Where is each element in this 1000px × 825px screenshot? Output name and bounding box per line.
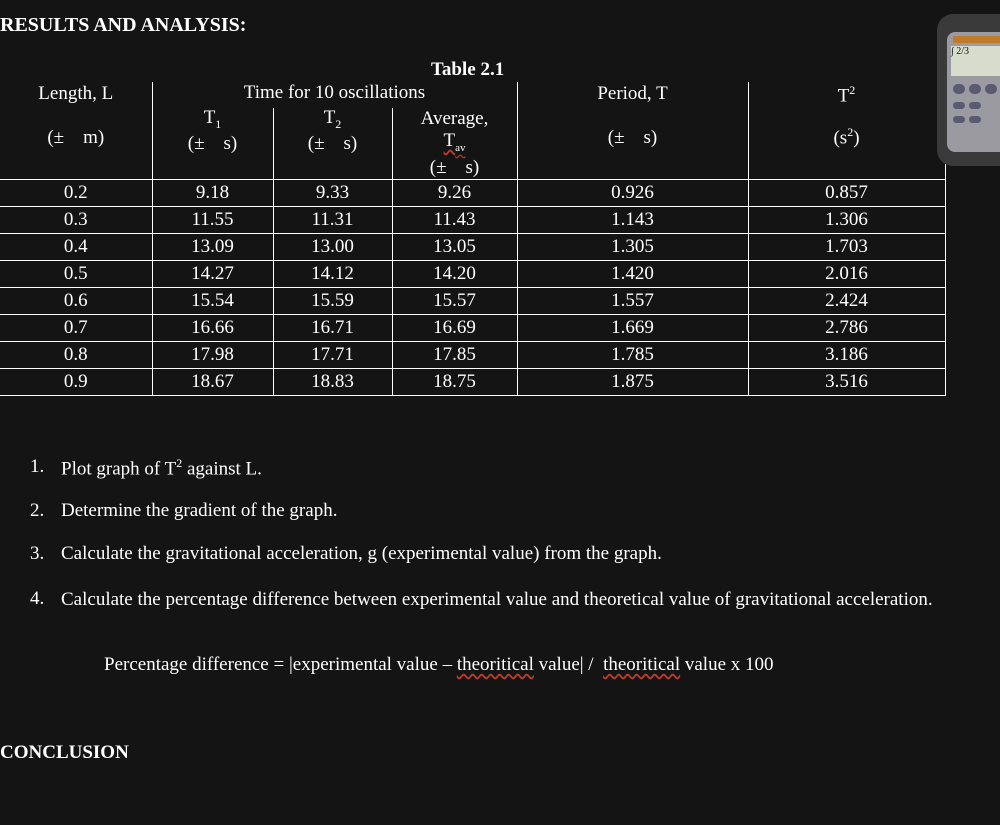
table-cell: 15.57 — [392, 287, 517, 314]
table-row — [0, 260, 945, 287]
table-cell: 0.6 — [0, 287, 152, 314]
header-average: Average, $T_{av}$ (± s) — [392, 108, 517, 179]
table-cell: 0.8 — [0, 341, 152, 368]
table-cell: 0.9 — [0, 368, 152, 395]
header-length: Length, L (± m) — [0, 82, 152, 179]
table-row — [0, 368, 945, 395]
table-row — [0, 233, 945, 260]
table-row — [0, 287, 945, 314]
table-cell: 17.71 — [273, 341, 392, 368]
table-cell: 0.4 — [0, 233, 152, 260]
table-cell: 11.43 — [392, 206, 517, 233]
header-t-squared: $T^2$ $(s^2)$ — [748, 82, 945, 179]
table-cell: 9.33 — [273, 179, 392, 206]
table-cell: 3.516 — [748, 368, 945, 395]
table-cell: 2.424 — [748, 287, 945, 314]
table-cell: 13.09 — [152, 233, 273, 260]
table-cell: 11.31 — [273, 206, 392, 233]
table-cell: 16.66 — [152, 314, 273, 341]
table-cell: 1.669 — [517, 314, 748, 341]
table-caption: Table 2.1 — [431, 59, 505, 80]
table-row — [0, 314, 945, 341]
results-heading: RESULTS AND ANALYSIS: — [0, 14, 247, 36]
formula: Percentage difference = |experimental value – theoritical value| / theoritical value x 100 — [104, 654, 774, 675]
table-cell: 0.7 — [0, 314, 152, 341]
table-cell: 0.857 — [748, 179, 945, 206]
table-cell: 16.69 — [392, 314, 517, 341]
table-cell: 3.186 — [748, 341, 945, 368]
table-row — [0, 179, 945, 206]
table-cell: 14.20 — [392, 260, 517, 287]
table-cell: 16.71 — [273, 314, 392, 341]
table-row — [0, 206, 945, 233]
calculator-app-icon[interactable]: ∫ 2/3 — [937, 14, 1000, 166]
table-cell: 1.305 — [517, 233, 748, 260]
table-cell: 18.67 — [152, 368, 273, 395]
table-cell: 0.3 — [0, 206, 152, 233]
conclusion-heading: CONCLUSION — [0, 742, 129, 763]
table-cell: 1.785 — [517, 341, 748, 368]
table-cell: 18.83 — [273, 368, 392, 395]
table-cell: 14.12 — [273, 260, 392, 287]
table-cell: 0.2 — [0, 179, 152, 206]
table-cell: 9.26 — [392, 179, 517, 206]
table-cell: 11.55 — [152, 206, 273, 233]
table-cell: 15.54 — [152, 287, 273, 314]
table-cell: 1.306 — [748, 206, 945, 233]
table-cell: 1.557 — [517, 287, 748, 314]
table-cell: 15.59 — [273, 287, 392, 314]
table-cell: 1.143 — [517, 206, 748, 233]
table-cell: 1.703 — [748, 233, 945, 260]
table-cell: 18.75 — [392, 368, 517, 395]
header-t1: $T_1$ (± s) — [152, 108, 273, 179]
table-cell: 0.926 — [517, 179, 748, 206]
table-cell: 13.00 — [273, 233, 392, 260]
table-row — [0, 341, 945, 368]
table-cell: 17.85 — [392, 341, 517, 368]
table-cell: 2.016 — [748, 260, 945, 287]
table-cell: 14.27 — [152, 260, 273, 287]
table-cell: 0.5 — [0, 260, 152, 287]
results-table — [0, 82, 946, 396]
table-cell: 1.875 — [517, 368, 748, 395]
table-cell: 2.786 — [748, 314, 945, 341]
table-cell: 17.98 — [152, 341, 273, 368]
table-cell: 1.420 — [517, 260, 748, 287]
table-cell: 13.05 — [392, 233, 517, 260]
table-cell: 9.18 — [152, 179, 273, 206]
header-t2: $T_2$ (± s) — [273, 108, 392, 179]
header-time: Time for 10 oscillations — [152, 82, 517, 108]
header-period: Period, T (± s) — [517, 82, 748, 179]
